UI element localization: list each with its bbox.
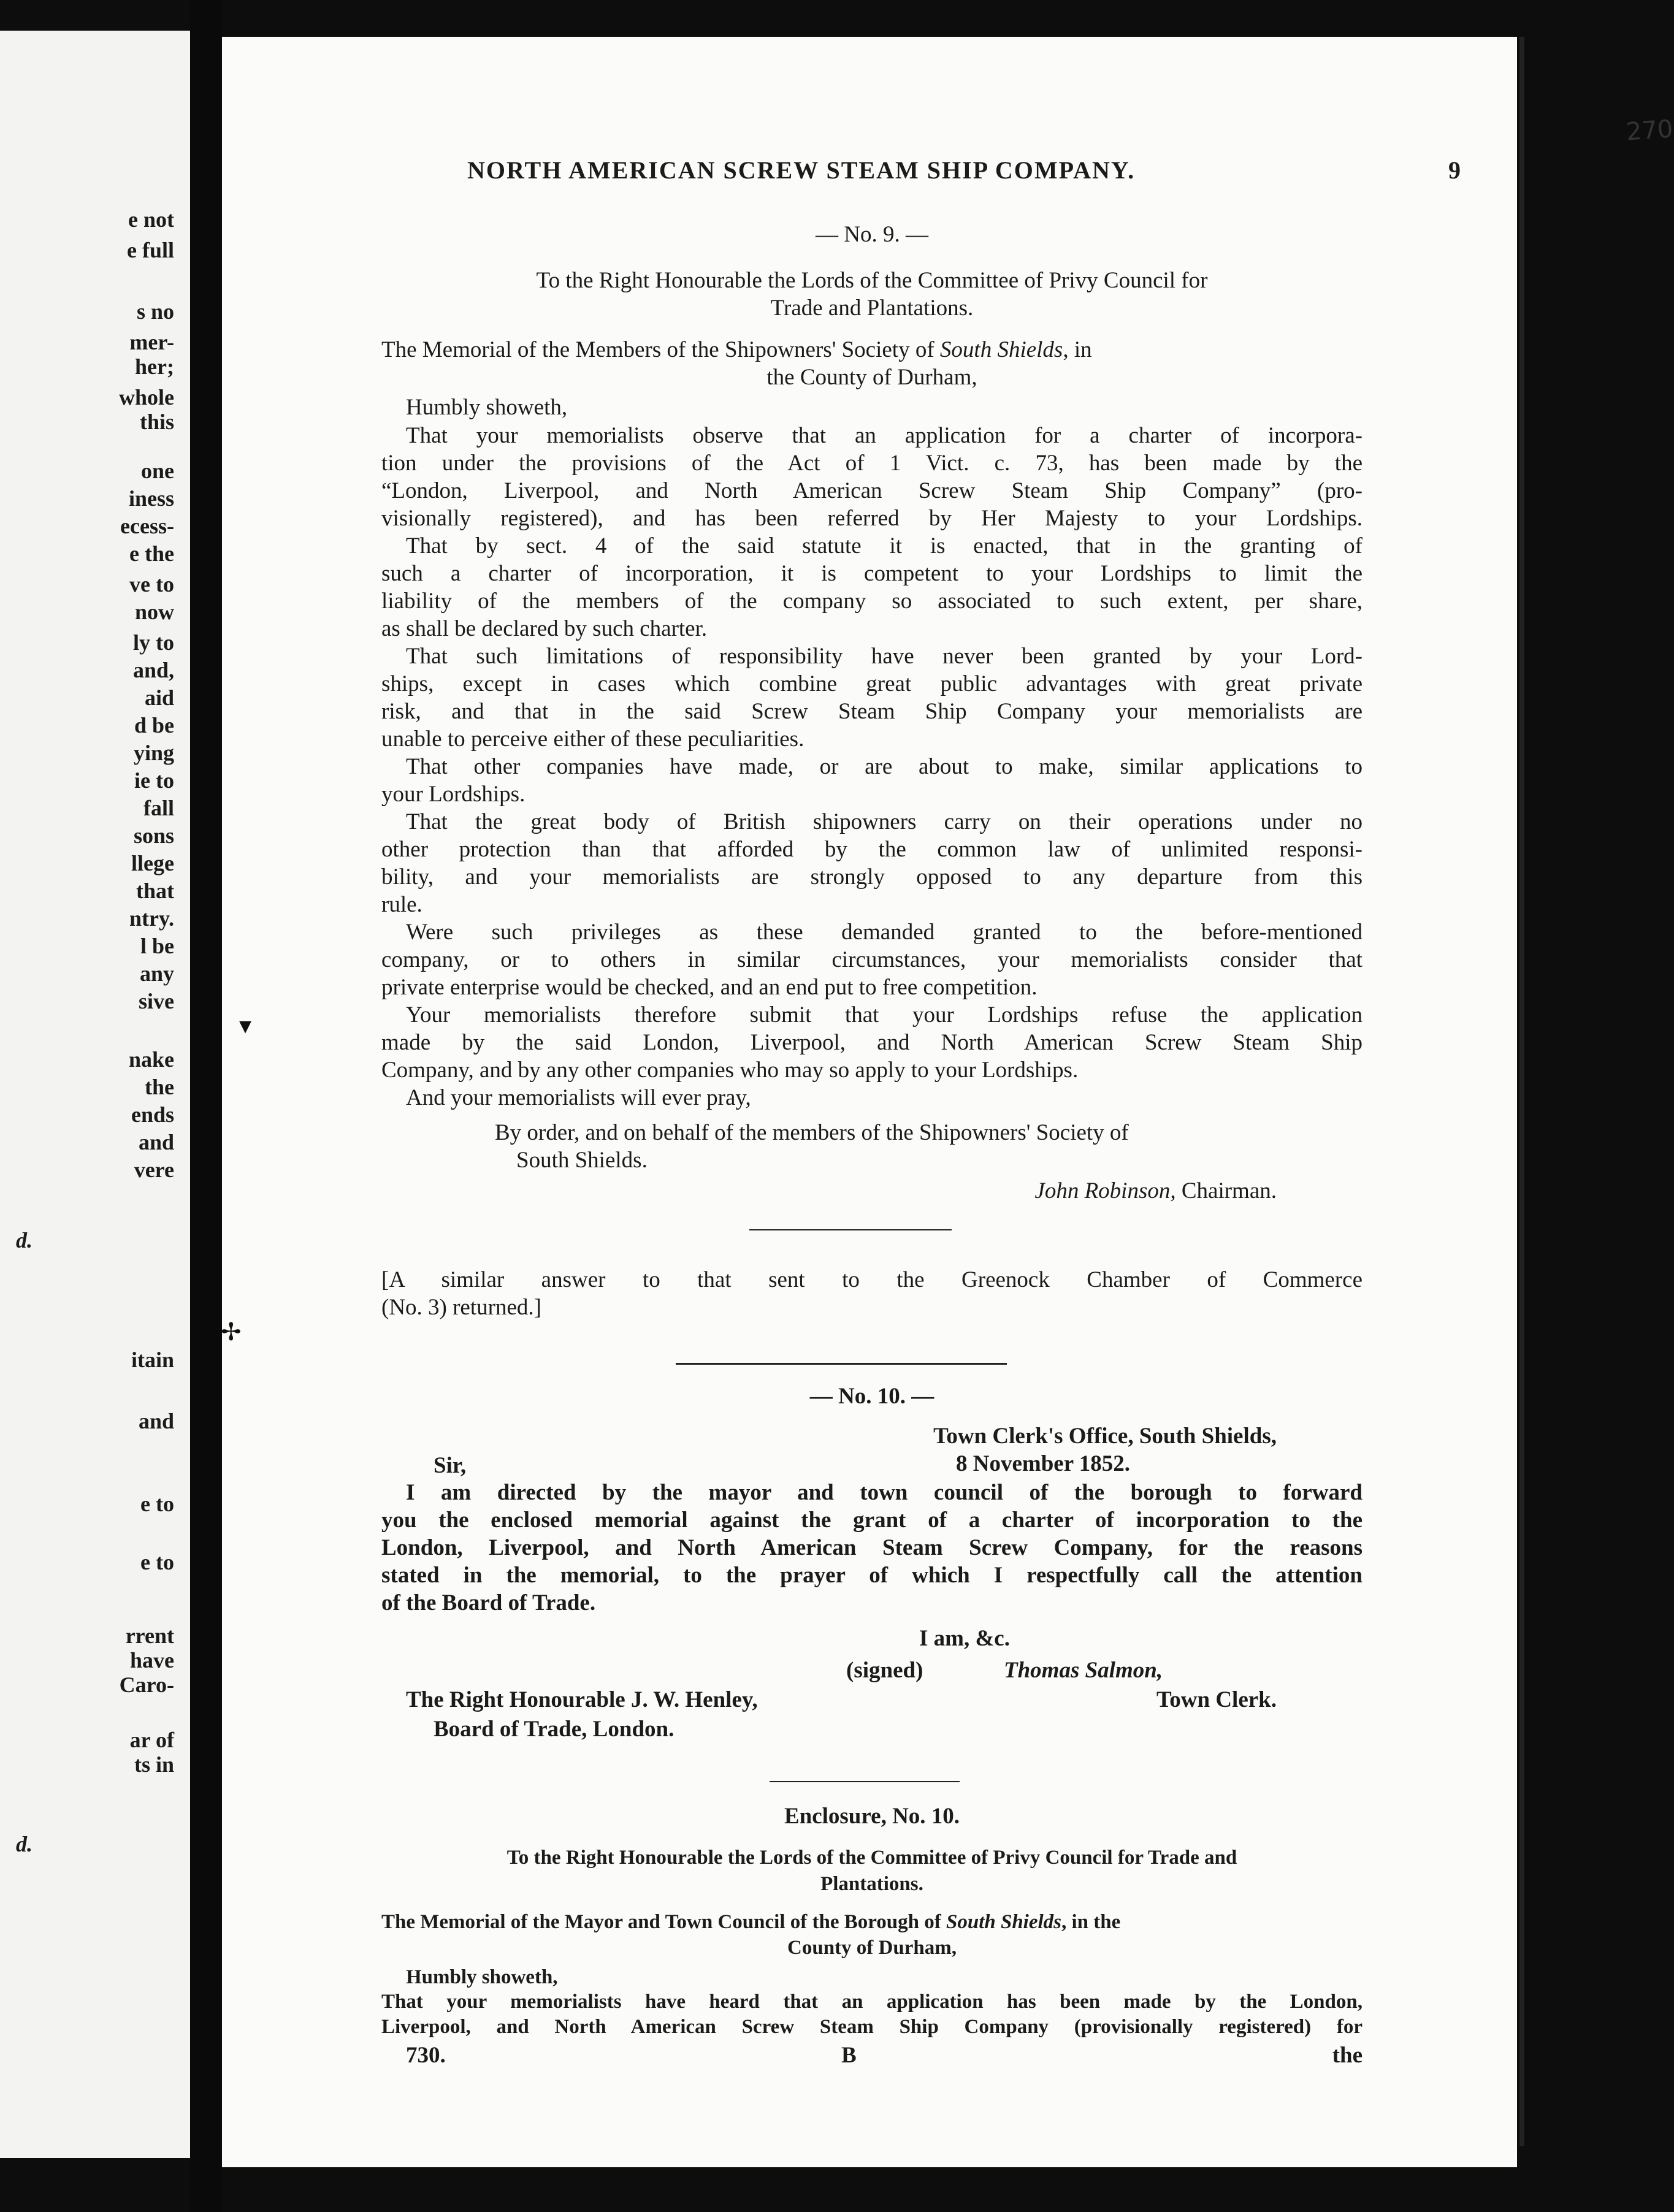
running-header: NORTH AMERICAN SCREW STEAM SHIP COMPANY. [467, 156, 1136, 184]
fragment-line: and [138, 1130, 174, 1154]
body-line: bility, and your memorialists are strongly opposed to any departure from this [381, 864, 1363, 890]
divider [749, 1229, 952, 1230]
body-line: “London, Liverpool, and North American Screw Steam Ship Company” (pro- [381, 478, 1363, 503]
signatory-name: John Robinson, [1034, 1178, 1176, 1203]
body-line: That your memorialists observe that an application for a charter of incorpora- [406, 423, 1363, 448]
body-line: rule. [381, 892, 422, 917]
body-line: That the great body of British shipowners carry on their operations under no [406, 809, 1363, 834]
fragment-line: ntry. [129, 906, 174, 931]
divider [770, 1781, 960, 1782]
margin-note: 270 [1625, 115, 1674, 147]
addressee: The Right Honourable J. W. Henley, [406, 1687, 758, 1712]
address-line: Trade and Plantations. [770, 296, 974, 321]
fragment-line: this [139, 410, 174, 434]
divider [676, 1363, 1007, 1365]
fragment-line: d. [16, 1228, 32, 1253]
fragment-line: ends [131, 1102, 174, 1127]
memorial-title: County of Durham, [787, 1937, 957, 1959]
fragment-line: itain [131, 1348, 174, 1372]
document-page [221, 37, 1674, 2167]
body-line: I am directed by the mayor and town council of the borough to forward [406, 1480, 1363, 1505]
body-line: risk, and that in the said Screw Steam Ship Company your memorialists are [381, 699, 1363, 724]
fragment-line: e full [127, 238, 174, 262]
address-line: To the Right Honourable the Lords of the Committee of Privy Council for [536, 268, 1208, 293]
fragment-line: s no [136, 299, 174, 324]
memorial-title: the County of Durham, [766, 365, 977, 390]
address-line: Plantations. [820, 1873, 923, 1895]
fragment-line: the [145, 1075, 174, 1099]
closing-line: By order, and on behalf of the members of the Shipowners' Society of [495, 1120, 1129, 1145]
signer-name-text: Thomas Salmon, [1004, 1658, 1163, 1683]
fragment-line: ying [133, 741, 174, 765]
signer-name [1004, 1657, 1310, 1684]
fragment-line: rrent [125, 1623, 174, 1648]
page-number: 9 [1448, 156, 1461, 184]
memorial-place: South Shields [946, 1911, 1062, 1933]
note-line: (No. 3) returned.] [381, 1295, 541, 1320]
body-line: unable to perceive either of these peculiarities. [381, 727, 805, 752]
fragment-line: d be [134, 713, 174, 738]
body-line: Company, and by any other companies who may so apply to your Lordships. [381, 1058, 1079, 1083]
signed-mark: (signed) [846, 1658, 923, 1683]
fragment-line: llege [131, 851, 174, 875]
body-line: That other companies have made, or are about to make, similar applications to [406, 754, 1363, 779]
fragment-line: ve to [129, 572, 174, 597]
fragment-line: vere [134, 1157, 174, 1182]
letter-salutation: Sir, [434, 1453, 467, 1478]
fragment-line: iness [128, 486, 174, 511]
memorial-text: , in the [1061, 1911, 1121, 1933]
memorial-title [381, 336, 1363, 364]
memorial-title [381, 1910, 1363, 1934]
fragment-line: ie to [134, 768, 174, 793]
body-line: company, or to others in similar circumstances, your memorialists consider that [381, 947, 1363, 972]
book-gutter [190, 0, 222, 2212]
body-line: visionally registered), and has been referred by Her Majesty to your Lordships. [381, 506, 1363, 531]
body-line: London, Liverpool, and North American Steam Screw Company, for the reasons [381, 1535, 1363, 1560]
fragment-line: ts in [134, 1752, 174, 1777]
body-line: Were such privileges as these demanded granted to the before-mentioned [406, 920, 1363, 945]
body-line: of the Board of Trade. [381, 1590, 596, 1615]
body-line: private enterprise would be checked, and an end put to free competition. [381, 975, 1038, 1000]
body-line: tion under the provisions of the Act of 1 Vict. c. 73, has been made by the [381, 451, 1363, 476]
signature [381, 1177, 1277, 1205]
body-line: That by sect. 4 of the said statute it is enacted, that in the granting of [406, 533, 1363, 559]
fragment-line: ly to [133, 630, 174, 655]
fragment-line: e to [140, 1492, 174, 1516]
salutation: Humbly showeth, [406, 1966, 558, 1988]
memorial-line: Liverpool, and North American Screw Steam Ship Company (provisionally registered) for [381, 2016, 1363, 2038]
body-line: you the enclosed memorial against the grant of a charter of incorporation to the [381, 1508, 1363, 1533]
fragment-line: whole [119, 385, 174, 410]
section-heading: — No. 9. — [816, 222, 928, 247]
memorial-place: South Shields [939, 337, 1063, 362]
body-line: Your memorialists therefore submit that your Lordships refuse the application [406, 1002, 1363, 1028]
print-number: 730. [406, 2043, 446, 2068]
page-edge [1519, 37, 1524, 2146]
body-line: such a charter of incorporation, it is competent to your Lordships to limit the [381, 561, 1363, 586]
fragment-line: have [130, 1648, 174, 1672]
fragment-line: and [138, 1409, 174, 1433]
body-line: your Lordships. [381, 782, 526, 807]
fragment-line: fall [143, 796, 174, 820]
addressee: Board of Trade, London. [434, 1717, 675, 1742]
memorial-text: The Memorial of the Mayor and Town Council of the Borough of [381, 1911, 946, 1933]
facing-page-fragment [0, 31, 190, 2158]
fragment-line: d. [16, 1832, 32, 1856]
fragment-line: and, [132, 658, 174, 682]
fragment-line: one [141, 459, 174, 483]
catchword: the [1332, 2043, 1363, 2068]
signature-mark: B [841, 2043, 857, 2068]
body-line: stated in the memorial, to the prayer of which I respectfully call the attention [381, 1563, 1363, 1588]
salutation: Humbly showeth, [406, 395, 568, 420]
address-line: To the Right Honourable the Lords of the Committee of Privy Council for Trade and [506, 1847, 1237, 1869]
letter-closing: I am, &c. [919, 1626, 1010, 1651]
letter-date: 8 November 1852. [956, 1451, 1130, 1476]
fragment-line: sive [139, 989, 174, 1013]
fragment-line: ar of [129, 1728, 174, 1752]
enclosure-heading: Enclosure, No. 10. [784, 1804, 960, 1829]
fragment-line: l be [140, 934, 174, 958]
signer-role: Town Clerk. [1156, 1687, 1277, 1712]
body-line: liability of the members of the company so associated to such extent, per share, [381, 589, 1363, 614]
body-line: That such limitations of responsibility have never been granted by your Lord- [406, 644, 1363, 669]
fragment-line: aid [144, 685, 174, 710]
margin-mark: ▾ [239, 1012, 252, 1040]
letter-place: Town Clerk's Office, South Shields, [933, 1424, 1277, 1449]
body-line: made by the said London, Liverpool, and North American Screw Steam Ship [381, 1030, 1363, 1055]
fragment-line: e the [129, 541, 174, 566]
margin-mark: ✢ [221, 1318, 242, 1346]
body-line: ships, except in cases which combine great public advantages with great private [381, 671, 1363, 696]
fragment-line: any [139, 961, 174, 986]
fragment-line: sons [133, 823, 174, 848]
memorial-line: That your memorialists have heard that an application has been made by the London, [381, 1991, 1363, 2013]
memorial-text: The Memorial of the Members of the Shipowners' Society of [381, 337, 940, 362]
fragment-line: mer- [129, 330, 174, 354]
note-line: [A similar answer to that sent to the Greenock Chamber of Commerce [381, 1267, 1363, 1292]
closing-line: South Shields. [516, 1148, 648, 1173]
signatory-role: Chairman. [1175, 1178, 1277, 1203]
section-heading: — No. 10. — [809, 1384, 934, 1409]
memorial-text: , in [1063, 337, 1092, 362]
body-line: as shall be declared by such charter. [381, 616, 708, 641]
fragment-line: that [136, 879, 174, 903]
fragment-line: e not [128, 207, 174, 232]
fragment-line: ecess- [120, 514, 174, 538]
fragment-line: her; [135, 354, 174, 379]
fragment-line: nake [128, 1047, 174, 1072]
fragment-line: now [134, 600, 174, 624]
fragment-line: e to [140, 1550, 174, 1574]
body-line: other protection than that afforded by the common law of unlimited responsi- [381, 837, 1363, 862]
fragment-line: Caro- [119, 1672, 174, 1697]
body-line: And your memorialists will ever pray, [406, 1085, 751, 1110]
